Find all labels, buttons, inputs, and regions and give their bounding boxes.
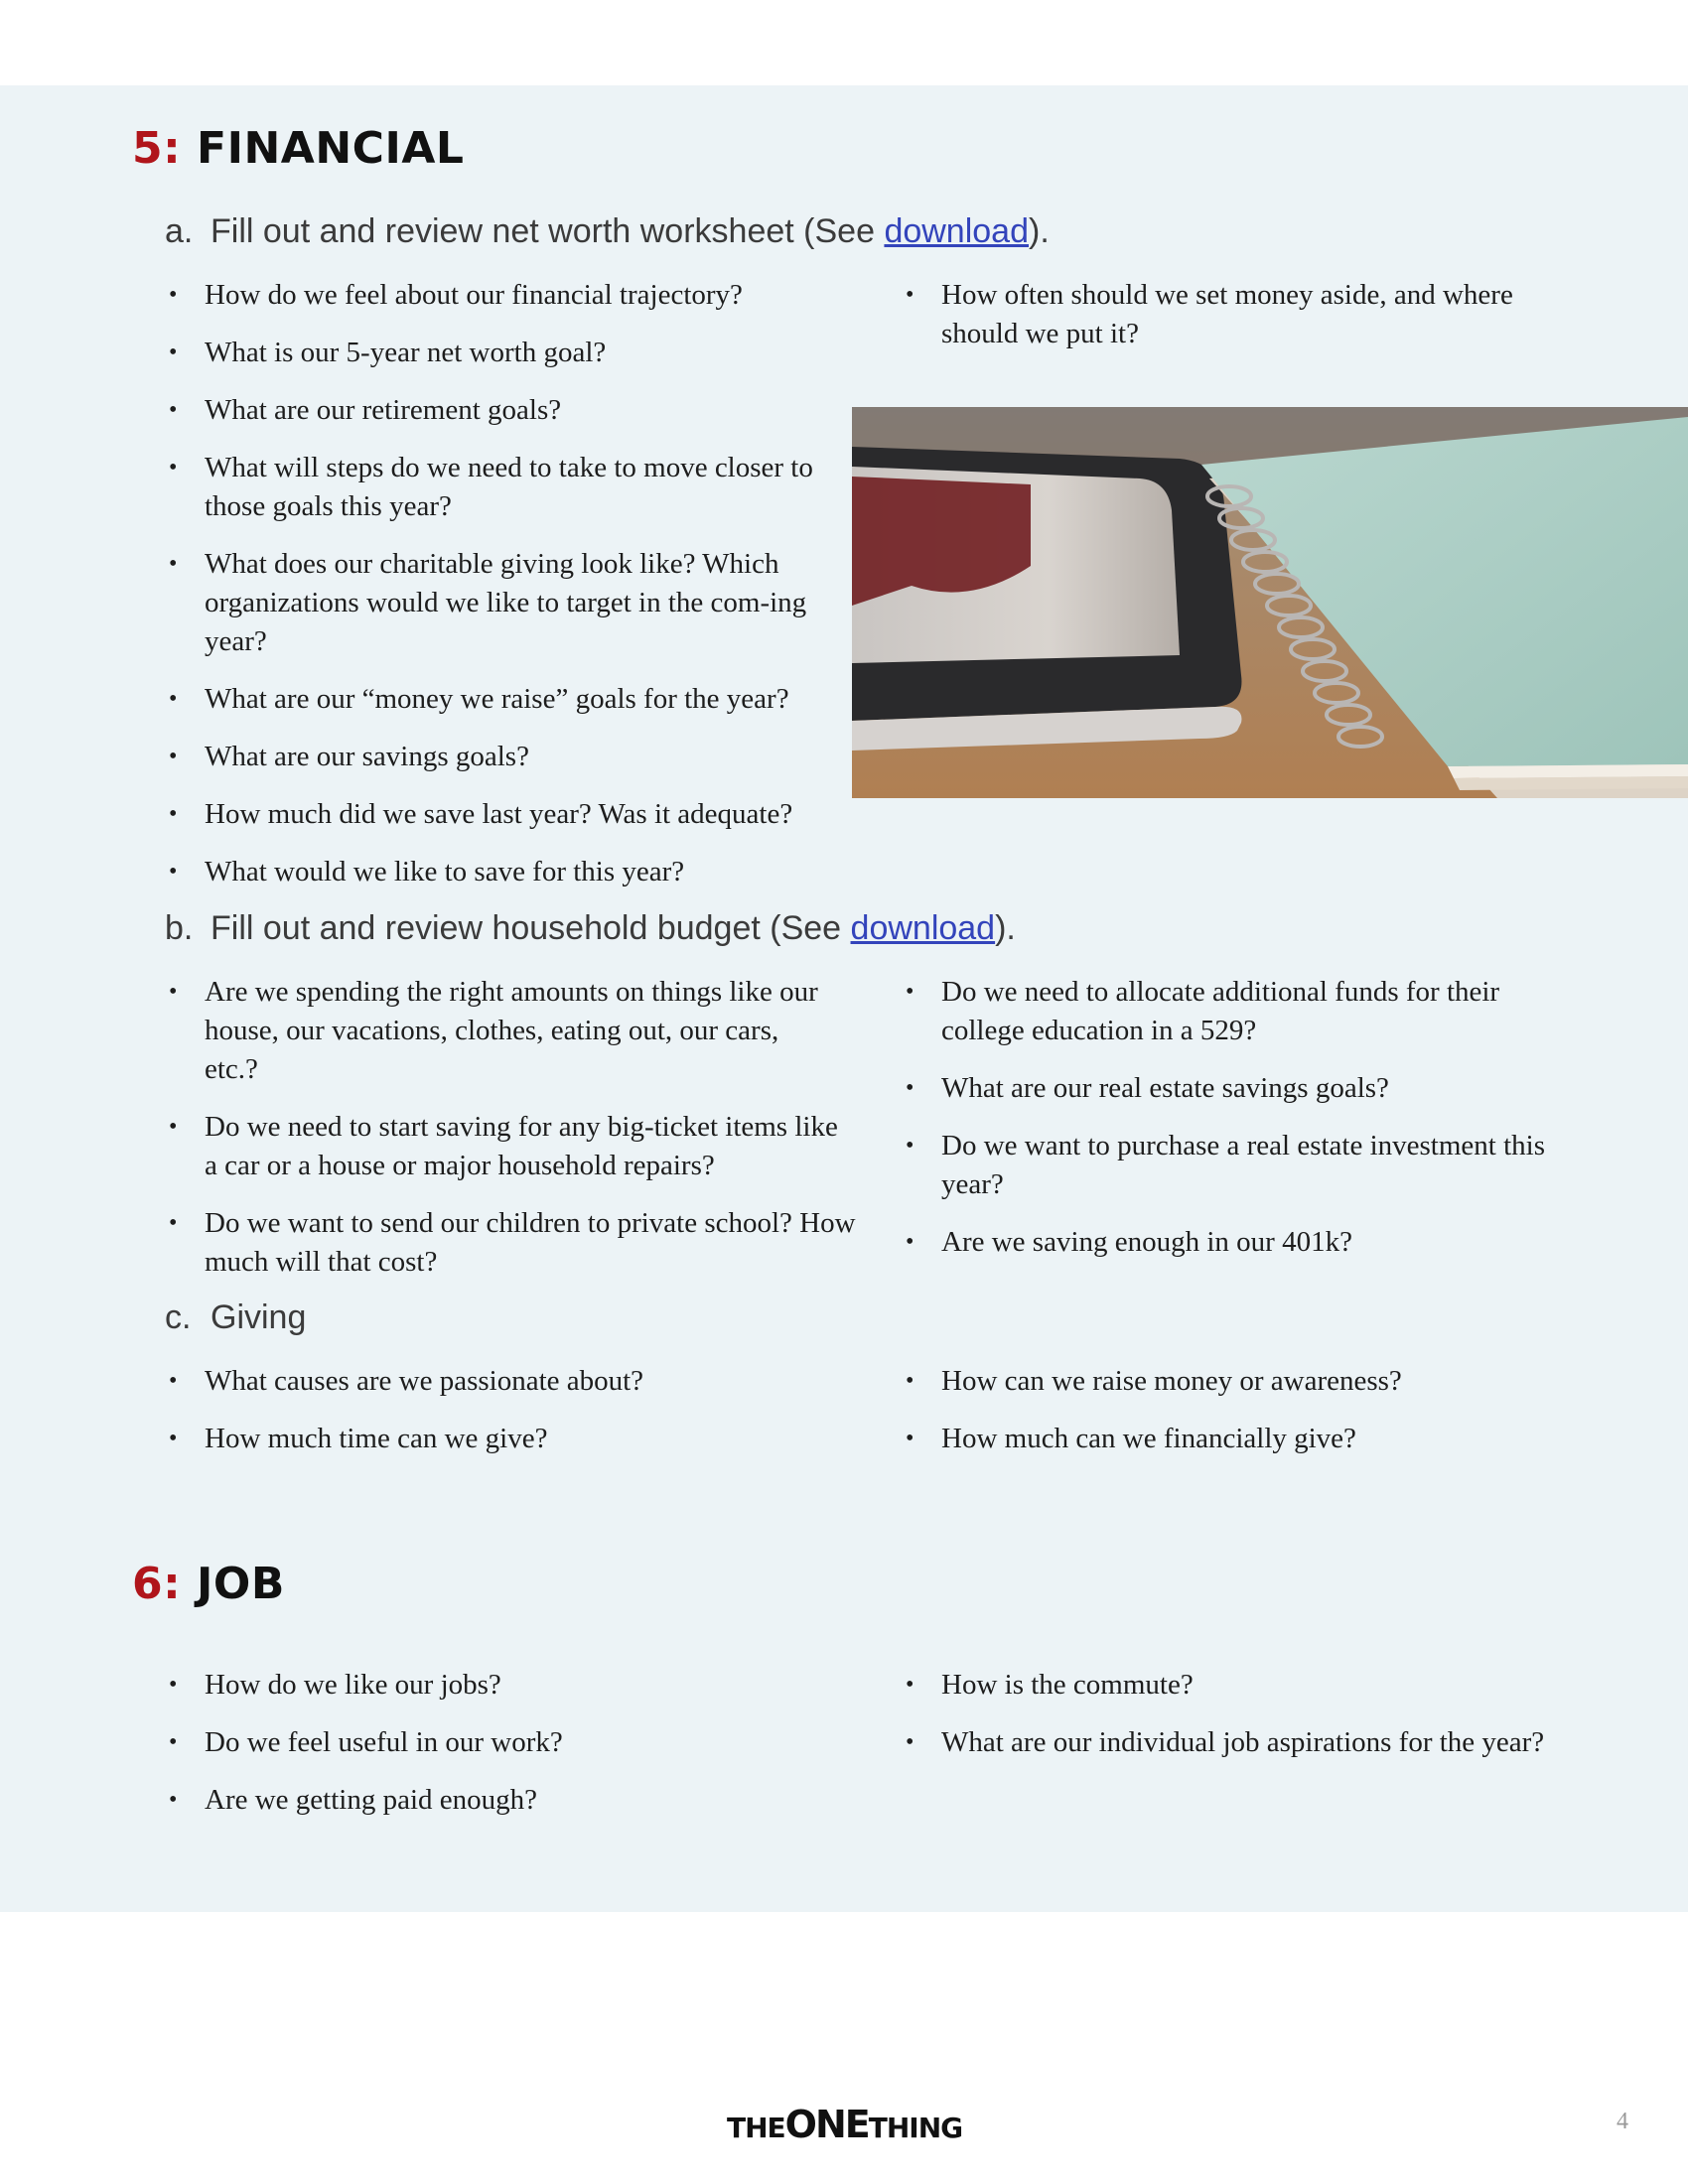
list-item: • What are our individual job aspirations for the year? (902, 1723, 1557, 1762)
page-number: 4 (1617, 2109, 1628, 2134)
logo-thing: THING (868, 2112, 963, 2144)
list-item: • What does our charitable giving look like? Which organizations would we like to target in the com-ing year? (165, 545, 820, 661)
list-item: • What is our 5-year net worth goal? (165, 334, 832, 372)
subsection-after: ). (995, 909, 1016, 947)
section-heading-job (132, 1559, 285, 1609)
logo-one: ONE (784, 2103, 869, 2146)
section-number: 5: (132, 123, 182, 174)
list-item: • Do we want to purchase a real estate investment this year? (902, 1127, 1557, 1204)
job-right-list (902, 1666, 1557, 1762)
financial-b-left-list (165, 973, 856, 1282)
list-item: • What are our savings goals? (165, 738, 832, 776)
subsection-letter: b. (165, 909, 194, 947)
list-item: • Are we saving enough in our 401k? (902, 1223, 1557, 1262)
household-budget-download-link[interactable]: download (850, 909, 996, 947)
financial-a-left-list (165, 276, 832, 891)
subsection-letter: c. (165, 1298, 192, 1336)
the-one-thing-logo (727, 2103, 962, 2146)
list-item: • How can we raise money or awareness? (902, 1362, 1557, 1401)
list-item: • Do we want to send our children to private school? How much will that cost? (165, 1204, 860, 1282)
list-item: • How often should we set money aside, and where should we put it? (902, 276, 1557, 353)
subsection-b (165, 909, 1016, 948)
section-heading-financial (132, 123, 464, 174)
list-item: • How much can we financially give? (902, 1420, 1557, 1458)
financial-b-right-list (902, 973, 1557, 1262)
list-item: • What would we like to save for this year? (165, 853, 832, 891)
list-item: • What are our real estate savings goals? (902, 1069, 1557, 1108)
list-item: • What will steps do we need to take to move closer to those goals this year? (165, 449, 820, 526)
list-item: • Do we need to start saving for any big-ticket items like a car or a house or major household repairs? (165, 1108, 840, 1185)
list-item: • How do we feel about our financial trajectory? (165, 276, 832, 315)
list-item: • How is the commute? (902, 1666, 1557, 1705)
list-item: • What are our “money we raise” goals for the year? (165, 680, 832, 719)
subsection-text: Giving (211, 1298, 307, 1336)
list-item: • What are our retirement goals? (165, 391, 832, 430)
list-item: • How much time can we give? (165, 1420, 832, 1458)
subsection-letter: a. (165, 212, 194, 250)
list-item: • Are we getting paid enough? (165, 1781, 832, 1820)
list-item: • How do we like our jobs? (165, 1666, 832, 1705)
list-item: • What causes are we passionate about? (165, 1362, 832, 1401)
subsection-a (165, 212, 1050, 251)
list-item: • How much did we save last year? Was it adequate? (165, 795, 832, 834)
financial-a-right-list (902, 276, 1557, 353)
section-title: FINANCIAL (197, 123, 465, 174)
subsection-text: Fill out and review household budget (See (211, 909, 851, 947)
subsection-after: ). (1029, 212, 1050, 250)
financial-c-left-list (165, 1362, 832, 1458)
subsection-text: Fill out and review net worth worksheet (See (211, 212, 885, 250)
subsection-c (165, 1298, 306, 1337)
financial-c-right-list (902, 1362, 1557, 1458)
list-item: • Do we need to allocate additional funds for their college education in a 529? (902, 973, 1557, 1050)
net-worth-download-link[interactable]: download (884, 212, 1029, 250)
section-number: 6: (132, 1559, 182, 1609)
section-title: JOB (197, 1559, 285, 1609)
job-left-list (165, 1666, 832, 1820)
list-item: • Do we feel useful in our work? (165, 1723, 832, 1762)
tablet-notebook-photo (852, 407, 1688, 798)
logo-the: THE (727, 2112, 785, 2144)
list-item: • Are we spending the right amounts on things like our house, our vacations, clothes, eating out, our cars, etc.? (165, 973, 820, 1089)
